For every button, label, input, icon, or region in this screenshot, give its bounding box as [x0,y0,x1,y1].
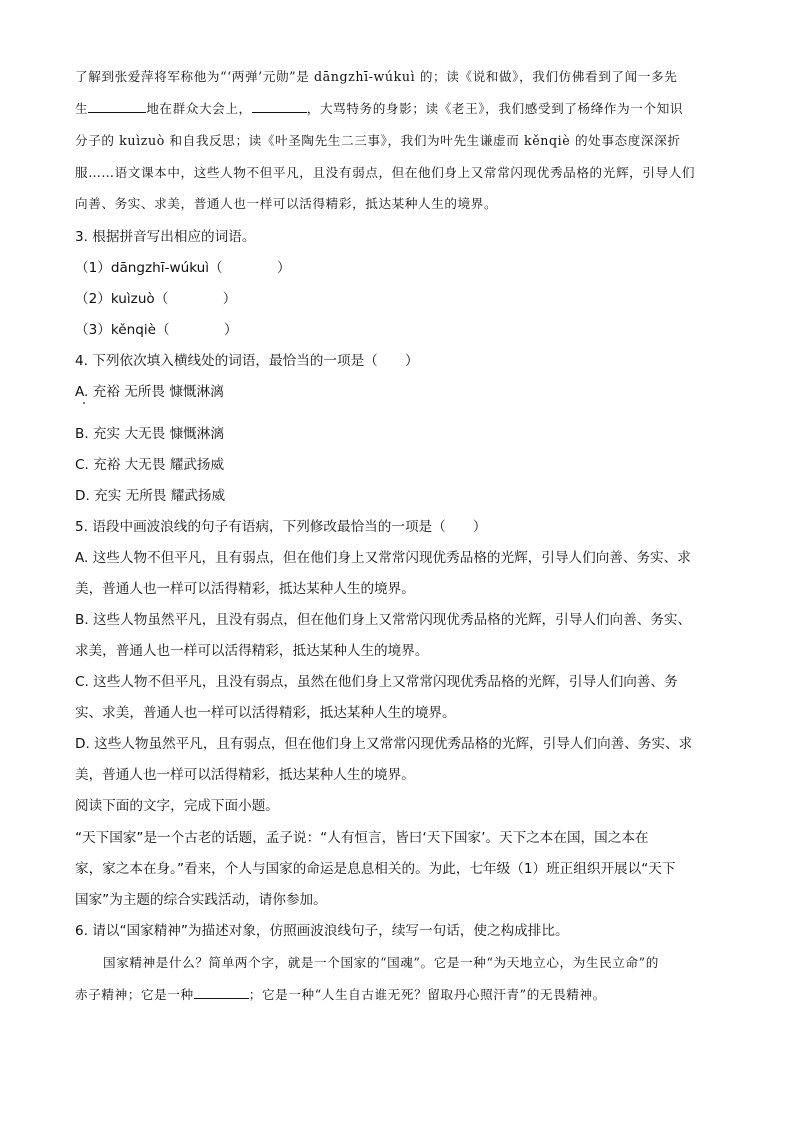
reading-para-line-2: 家，家之本在身。”看来，个人与国家的命运是息息相关的。为此，七年级（1）班正组织开展以“天下 [75,861,676,877]
q6-text-line-2 [75,984,606,1003]
q5-option-b-line-2: 求美，普通人也一样可以活得精彩，抵达某种人生的境界。 [75,643,429,659]
q6-line-2-start: 赤子精神；它是一种 [75,987,194,1002]
q3-item-2: （2）kuìzuò（ ） [75,291,237,307]
q3-stem: 3. 根据拼音写出相应的词语。 [75,229,256,245]
reading-para-line-1: “天下国家”是一个古老的话题，孟子说：“人有恒言，皆曰‘天下国家’。天下之本在国，国之本在 [75,830,649,846]
reading-para-line-3: 国家”为主题的综合实践活动，请你参加。 [75,892,327,908]
q4-option-a: A. 充裕 无所畏 慷慨淋漓 [75,384,224,400]
q5-option-d-line-2: 美，普通人也一样可以活得精彩，抵达某种人生的境界。 [75,767,415,783]
q4-option-d: D. 充实 无所畏 耀武扬威 [75,488,226,504]
passage-line-4: 服……语文课本中，这些人物不但平凡，且没有弱点，但在他们身上又常常闪现优秀品格的光辉，引导人们 [75,165,696,180]
stray-dot [83,402,85,404]
q4-option-c: C. 充裕 大无畏 耀武扬威 [75,457,225,473]
q4-stem: 4. 下列依次填入横线处的词语，最恰当的一项是（ ） [75,353,419,369]
passage-line-2-mid: 地在群众大会上， [146,101,252,116]
q5-option-a-line-2: 美，普通人也一样可以活得精彩，抵达某种人生的境界。 [75,581,415,597]
q4-option-b: B. 充实 大无畏 慷慨淋漓 [75,426,224,442]
q5-option-a-line-1: A. 这些人物不但平凡，且有弱点，但在他们身上又常常闪现优秀品格的光辉，引导人们向善、务实、求 [75,550,691,566]
passage-line-5: 向善、务实、求美，普通人也一样可以活得精彩，抵达某种人生的境界。 [75,196,498,211]
q6-stem: 6. 请以“国家精神”为描述对象，仿照画波浪线句子，续写一句话，使之构成排比。 [75,923,569,939]
passage-line-2-start: 生 [75,101,89,116]
fill-blank-3[interactable] [194,985,249,999]
fill-blank-2 [252,99,307,113]
passage-line-2-end: ，大骂特务的身影；读《老王》，我们感受到了杨绛作为一个知识 [306,101,684,116]
fill-blank-1 [88,99,146,113]
q5-option-b-line-1: B. 这些人物虽然平凡，且没有弱点，但在他们身上又常常闪现优秀品格的光辉，引导人们向善、务实、 [75,612,692,628]
q6-line-2-end: ；它是一种“人生自古谁无死？留取丹心照汗青”的无畏精神。 [248,987,606,1002]
passage-line-3: 分子的 kuìzuò 和自我反思；读《叶圣陶先生二三事》，我们为叶先生谦虚而 kěnqiè 的处事态度深深折 [75,133,681,148]
q3-item-3: （3）kěnqiè（ ） [75,322,238,338]
q6-text-line-1: 国家精神是什么？简单两个字，就是一个国家的“国魂”。它是一种“为天地立心，为生民立命”的 [103,955,659,970]
q5-option-c-line-1: C. 这些人物不但平凡，且没有弱点，虽然在他们身上又常常闪现优秀品格的光辉，引导人们向善、务 [75,674,678,690]
q3-item-1: （1）dāngzhī-wúkuì（ ） [75,260,291,276]
q5-stem: 5. 语段中画波浪线的句子有语病，下列修改最恰当的一项是（ ） [75,519,487,535]
q5-option-d-line-1: D. 这些人物虽然平凡，且有弱点，但在他们身上又常常闪现优秀品格的光辉，引导人们向善、务实、求 [75,736,693,752]
q5-option-c-line-2: 实、求美，普通人也一样可以活得精彩，抵达某种人生的境界。 [75,705,456,721]
reading-intro: 阅读下面的文字，完成下面小题。 [75,798,279,814]
passage-line-2 [75,98,683,117]
passage-line-1: 了解到张爱萍将军称他为“‘两弹’元勋”是 dāngzhī-wúkuì 的；读《说和做》，我们仿佛看到了闻一多先 [75,69,678,84]
